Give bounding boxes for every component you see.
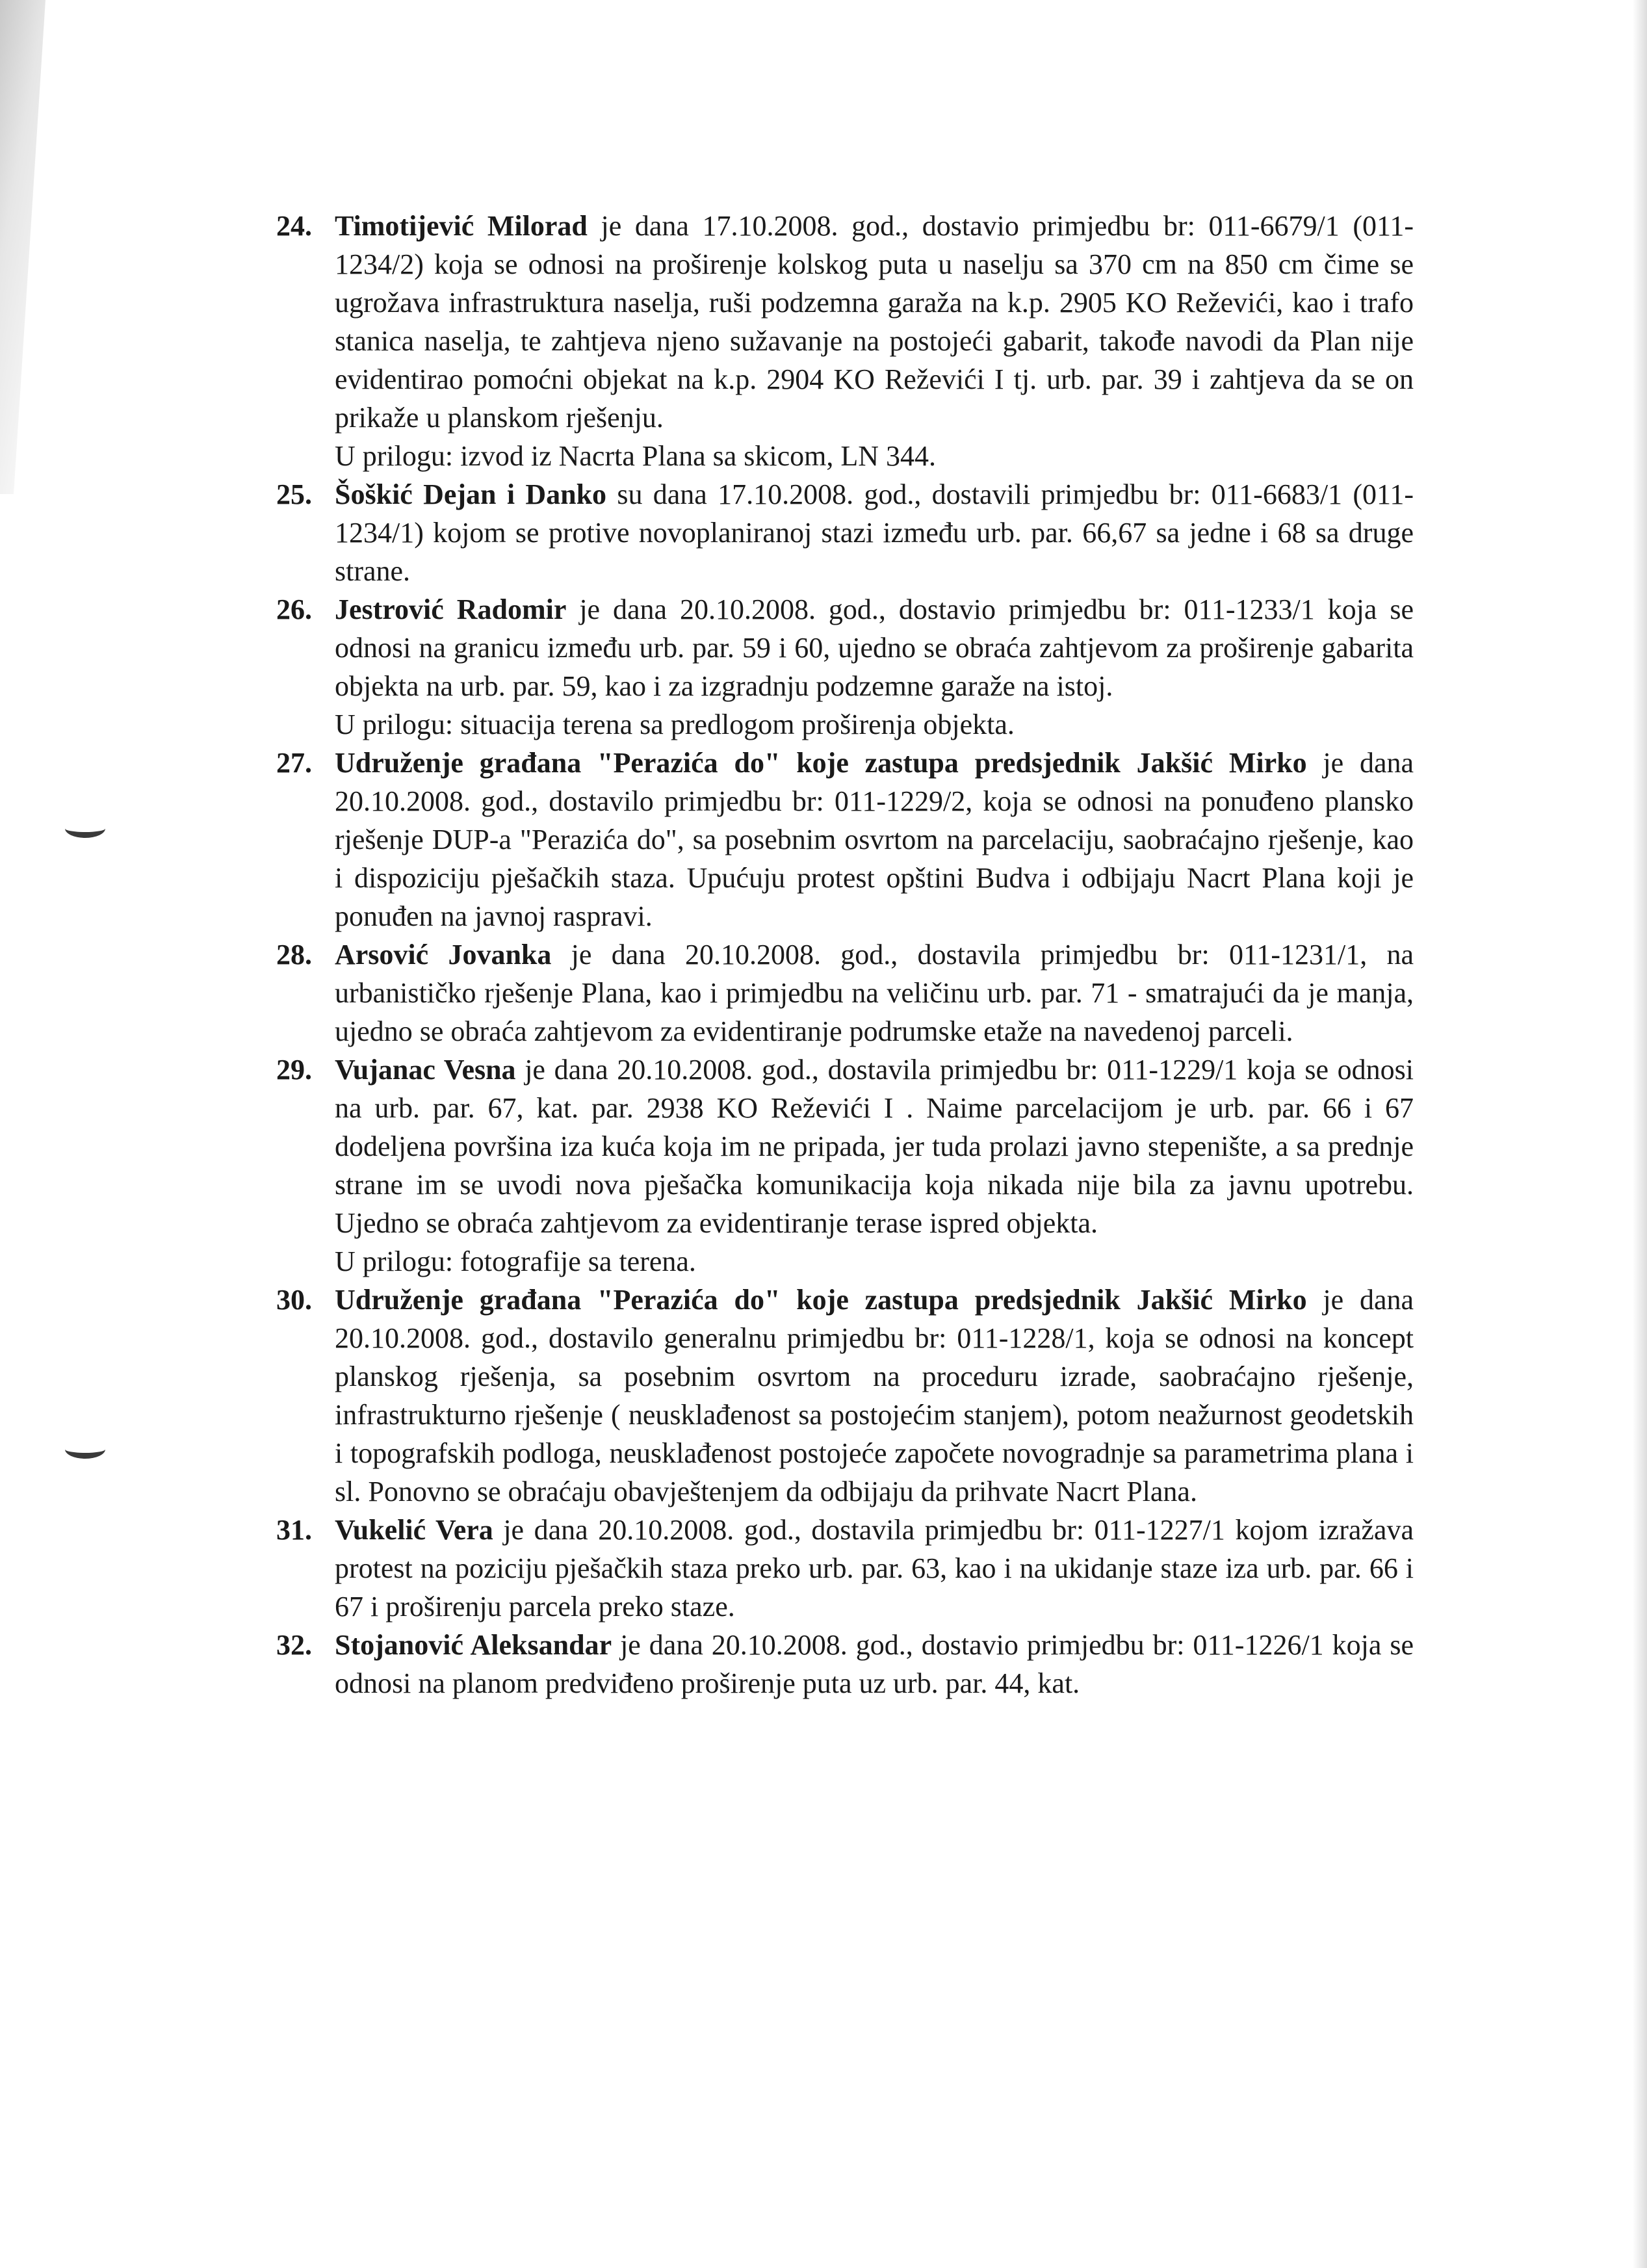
submitter-name: Vujanac Vesna bbox=[335, 1054, 516, 1086]
item-number: 29. bbox=[276, 1054, 312, 1086]
item-text: su dana 17.10.2008. god., dostavili primjedbu br: 011-6683/1 (011-1234/1) kojom se protive novoplaniranoj stazi između urb. par. 66,67 sa jedne i 68 sa druge strane. bbox=[335, 478, 1414, 587]
item-number: 25. bbox=[276, 478, 312, 510]
list-item bbox=[276, 475, 1414, 590]
submitter-name: Udruženje građana "Perazića do" koje zastupa predsjednik Jakšić Mirko bbox=[335, 747, 1307, 779]
submitter-name: Stojanović Aleksandar bbox=[335, 1629, 612, 1661]
item-text: je dana 20.10.2008. god., dostavio primjedbu br: 011-1233/1 koja se odnosi na granicu između urb. par. 59 i 60, ujedno se obraća zahtjevom za proširenje gabarita objekta na urb. par. 59, kao i za izgradnju podzemne garaže na istoj. bbox=[335, 593, 1414, 702]
item-attachment: U prilogu: situacija terena sa predlogom proširenja objekta. bbox=[335, 709, 1015, 740]
submitter-name: Arsović Jovanka bbox=[335, 939, 552, 971]
submitter-name: Udruženje građana "Perazića do" koje zastupa predsjednik Jakšić Mirko bbox=[335, 1284, 1307, 1316]
item-attachment: U prilogu: izvod iz Nacrta Plana sa skicom, LN 344. bbox=[335, 440, 937, 472]
list-item bbox=[276, 1050, 1414, 1281]
document-body bbox=[276, 207, 1414, 1702]
item-text: je dana 20.10.2008. god., dostavio primjedbu br: 011-1226/1 koja se odnosi na planom predviđeno proširenje puta uz urb. par. 44, kat. bbox=[335, 1629, 1414, 1699]
list-item bbox=[276, 1626, 1414, 1702]
item-text: je dana 20.10.2008. god., dostavila primjedbu br: 011-1231/1, na urbanističko rješenje Plana, kao i primjedbu na veličinu urb. par. 71 - smatrajući da je manja, ujedno se obraća zahtjevom za evidentiranje podrumske etaže na navedenoj parceli. bbox=[335, 939, 1414, 1047]
item-number: 27. bbox=[276, 747, 312, 779]
punch-hole-mark bbox=[65, 1440, 105, 1459]
punch-hole-mark bbox=[65, 819, 105, 838]
list-item bbox=[276, 207, 1414, 475]
item-attachment: U prilogu: fotografije sa terena. bbox=[335, 1245, 696, 1277]
submitter-name: Jestrović Radomir bbox=[335, 593, 567, 625]
submitter-name: Vukelić Vera bbox=[335, 1514, 493, 1546]
item-text: je dana 17.10.2008. god., dostavio primjedbu br: 011-6679/1 (011-1234/2) koja se odnosi na proširenje kolskog puta u naselju sa 370 cm na 850 cm čime se ugrožava infrastruktura naselja, ruši podzemna garaža na k.p. 2905 KO Reževići, kao i trafo stanica naselja, te zahtjeva njeno sužavanje na postojeći gabarit, takođe navodi da Plan nije evidentirao pomoćni objekat na k.p. 2904 KO Reževići I tj. urb. par. 39 i zahtjeva da se on prikaže u planskom rješenju. bbox=[335, 210, 1414, 434]
list-item bbox=[276, 1281, 1414, 1511]
scan-edge-right-shadow bbox=[1633, 0, 1647, 2268]
scan-edge-shadow bbox=[0, 0, 45, 494]
list-item bbox=[276, 744, 1414, 935]
item-number: 26. bbox=[276, 593, 312, 625]
item-number: 30. bbox=[276, 1284, 312, 1316]
item-text: je dana 20.10.2008. god., dostavila primjedbu br: 011-1229/1 koja se odnosi na urb. par. 67, kat. par. 2938 KO Reževići I . Naime parcelacijom je urb. par. 66 i 67 dodeljena površina iza kuća koja im ne pripada, jer tuda prolazi javno stepenište, a sa prednje strane im se uvodi nova pješačka komunikacija koja nikada nije bila za javnu upotrebu. Ujedno se obraća zahtjevom za evidentiranje terase ispred objekta. bbox=[335, 1054, 1414, 1239]
item-number: 28. bbox=[276, 939, 312, 971]
item-text: je dana 20.10.2008. god., dostavila primjedbu br: 011-1227/1 kojom izražava protest na poziciju pješačkih staza preko urb. par. 63, kao i na ukidanje staze iza urb. par. 66 i 67 i proširenju parcela preko staze. bbox=[335, 1514, 1414, 1623]
list-item bbox=[276, 590, 1414, 744]
item-number: 31. bbox=[276, 1514, 312, 1546]
submitter-name: Šoškić Dejan i Danko bbox=[335, 478, 607, 510]
item-number: 32. bbox=[276, 1629, 312, 1661]
list-item bbox=[276, 935, 1414, 1050]
list-item bbox=[276, 1511, 1414, 1626]
item-text: je dana 20.10.2008. god., dostavilo generalnu primjedbu br: 011-1228/1, koja se odnosi na koncept planskog rješenja, sa posebnim osvrtom na proceduru izrade, saobraćajno rješenje, infrastrukturno rješenje ( neusklađenost sa postojećim stanjem), potom neažurnost geodetskih i topografskih podloga, neusklađenost postojeće započete novogradnje sa parametrima plana i sl. Ponovno se obraćaju obavještenjem da odbijaju da prihvate Nacrt Plana. bbox=[335, 1284, 1414, 1507]
item-number: 24. bbox=[276, 210, 312, 242]
submitter-name: Timotijević Milorad bbox=[335, 210, 588, 242]
item-text: je dana 20.10.2008. god., dostavilo primjedbu br: 011-1229/2, koja se odnosi na ponuđeno plansko rješenje DUP-a "Perazića do", sa posebnim osvrtom na parcelaciju, saobraćajno rješenje, kao i dispoziciju pješačkih staza. Upućuju protest opštini Budva i odbijaju Nacrt Plana koji je ponuđen na javnoj raspravi. bbox=[335, 747, 1414, 932]
